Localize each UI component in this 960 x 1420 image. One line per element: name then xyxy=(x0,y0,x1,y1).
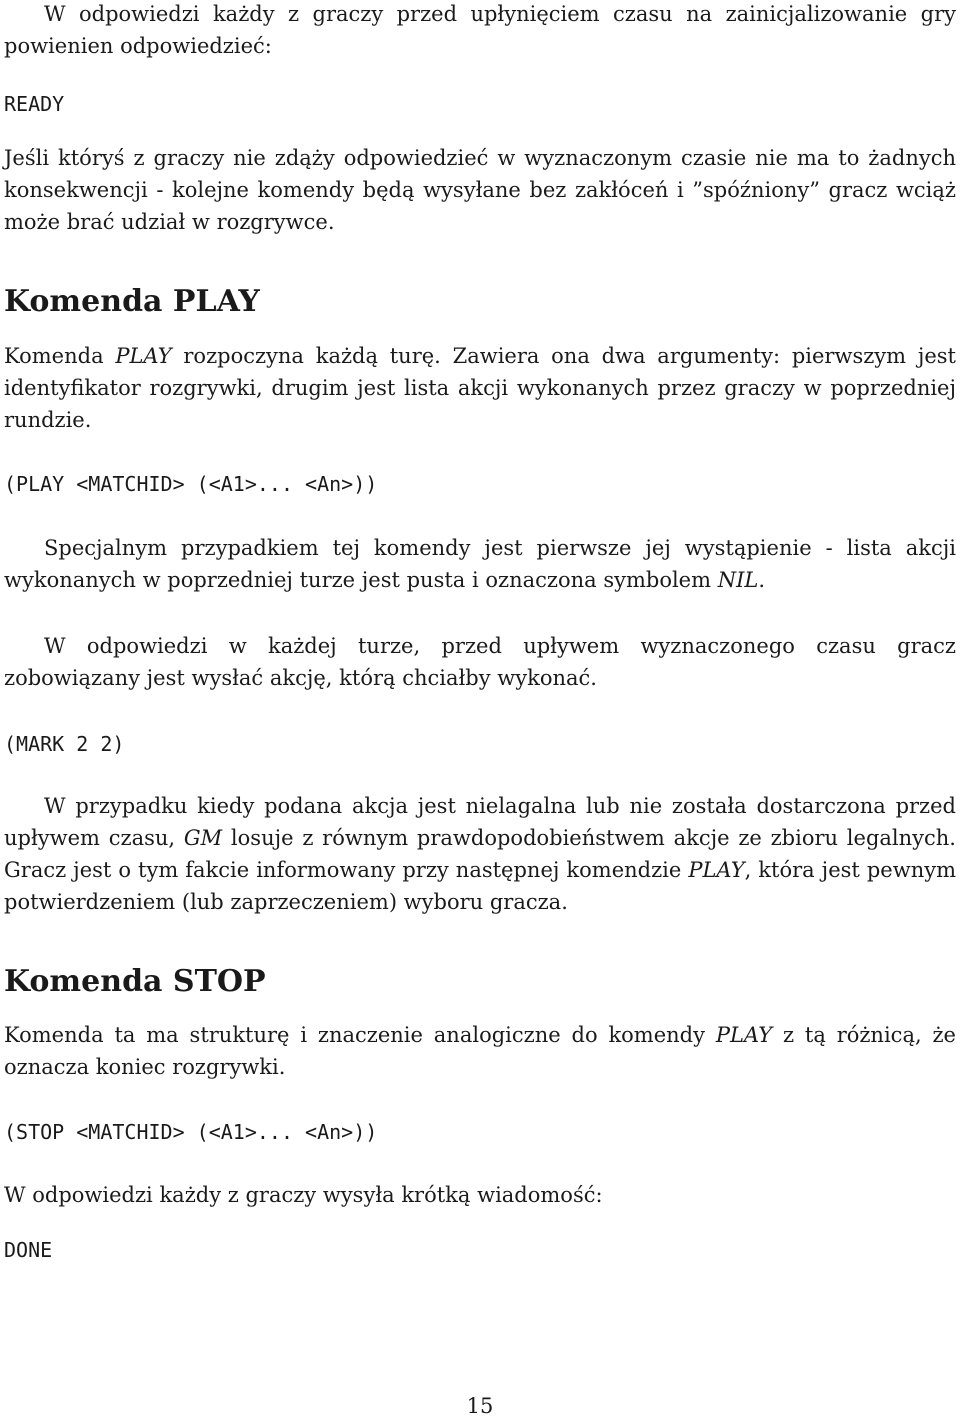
text: losuje z równym prawdopodobieństwem akcje ze zbioru legalnych. Gracz jest o tym fakcie informowany przy następnej komendzie xyxy=(4,826,956,882)
term-gm: GM xyxy=(183,826,223,850)
text: W przypadku kiedy podana akcja jest nielagalna lub nie została dostarczona przed upływem czasu, xyxy=(4,794,956,850)
code-play: (PLAY <MATCHID> (<A1>... <An>)) xyxy=(4,472,378,496)
text: , która jest pewnym potwierdzeniem (lub zaprzeczeniem) wyboru gracza. xyxy=(4,858,957,914)
page-number: 15 xyxy=(466,1394,494,1418)
term-play: PLAY xyxy=(715,1023,773,1047)
text: Komenda ta ma strukturę i znaczenie analogiczne do komendy xyxy=(4,1023,716,1047)
document-page xyxy=(4,0,956,1418)
term-play: PLAY xyxy=(688,858,745,882)
paragraph-late-players: Jeśli któryś z graczy nie zdąży odpowiedzieć w wyznaczonym czasie nie ma to żadnych konsekwencji - kolejne komendy będą wysyłane bez zakłóceń i ”spóźniony” gracz wciąż może brać udział w rozgrywce. xyxy=(4,146,956,234)
term-play: PLAY xyxy=(115,344,172,368)
paragraph-stop-intro xyxy=(4,1019,956,1083)
paragraph-special-case xyxy=(4,532,956,596)
heading-play: Komenda PLAY xyxy=(4,284,260,319)
paragraph-done-intro: W odpowiedzi każdy z graczy wysyła krótką wiadomość: xyxy=(4,1183,603,1207)
heading-stop: Komenda STOP xyxy=(4,964,266,999)
text: . xyxy=(758,568,766,592)
text: z tą różnicą, że oznacza koniec rozgrywki. xyxy=(4,1023,956,1079)
term-nil: NIL xyxy=(717,568,759,592)
text: Komenda xyxy=(4,344,116,368)
text: Specjalnym przypadkiem tej komendy jest pierwsze jej wystąpienie - lista akcji wykonanych w poprzedniej turze jest pusta i oznaczona symbolem xyxy=(4,536,956,592)
paragraph-turn-response: W odpowiedzi w każdej turze, przed upływem wyznaczonego czasu gracz zobowiązany jest wysłać akcję, którą chciałby wykonać. xyxy=(4,634,956,690)
paragraph-illegal-action xyxy=(4,790,956,918)
code-done: DONE xyxy=(4,1238,53,1262)
code-ready: READY xyxy=(4,92,65,116)
paragraph-play-intro xyxy=(4,340,956,436)
text: rozpoczyna każdą turę. Zawiera ona dwa argumenty: pierwszym jest identyfikator rozgrywki, drugim jest lista akcji wykonanych przez graczy w poprzedniej rundzie. xyxy=(4,344,956,432)
code-mark: (MARK 2 2) xyxy=(4,732,125,756)
code-stop: (STOP <MATCHID> (<A1>... <An>)) xyxy=(4,1120,378,1144)
paragraph-init-response: W odpowiedzi każdy z graczy przed upłynięciem czasu na zainicjalizowanie gry powienien odpowiedzieć: xyxy=(4,2,956,58)
